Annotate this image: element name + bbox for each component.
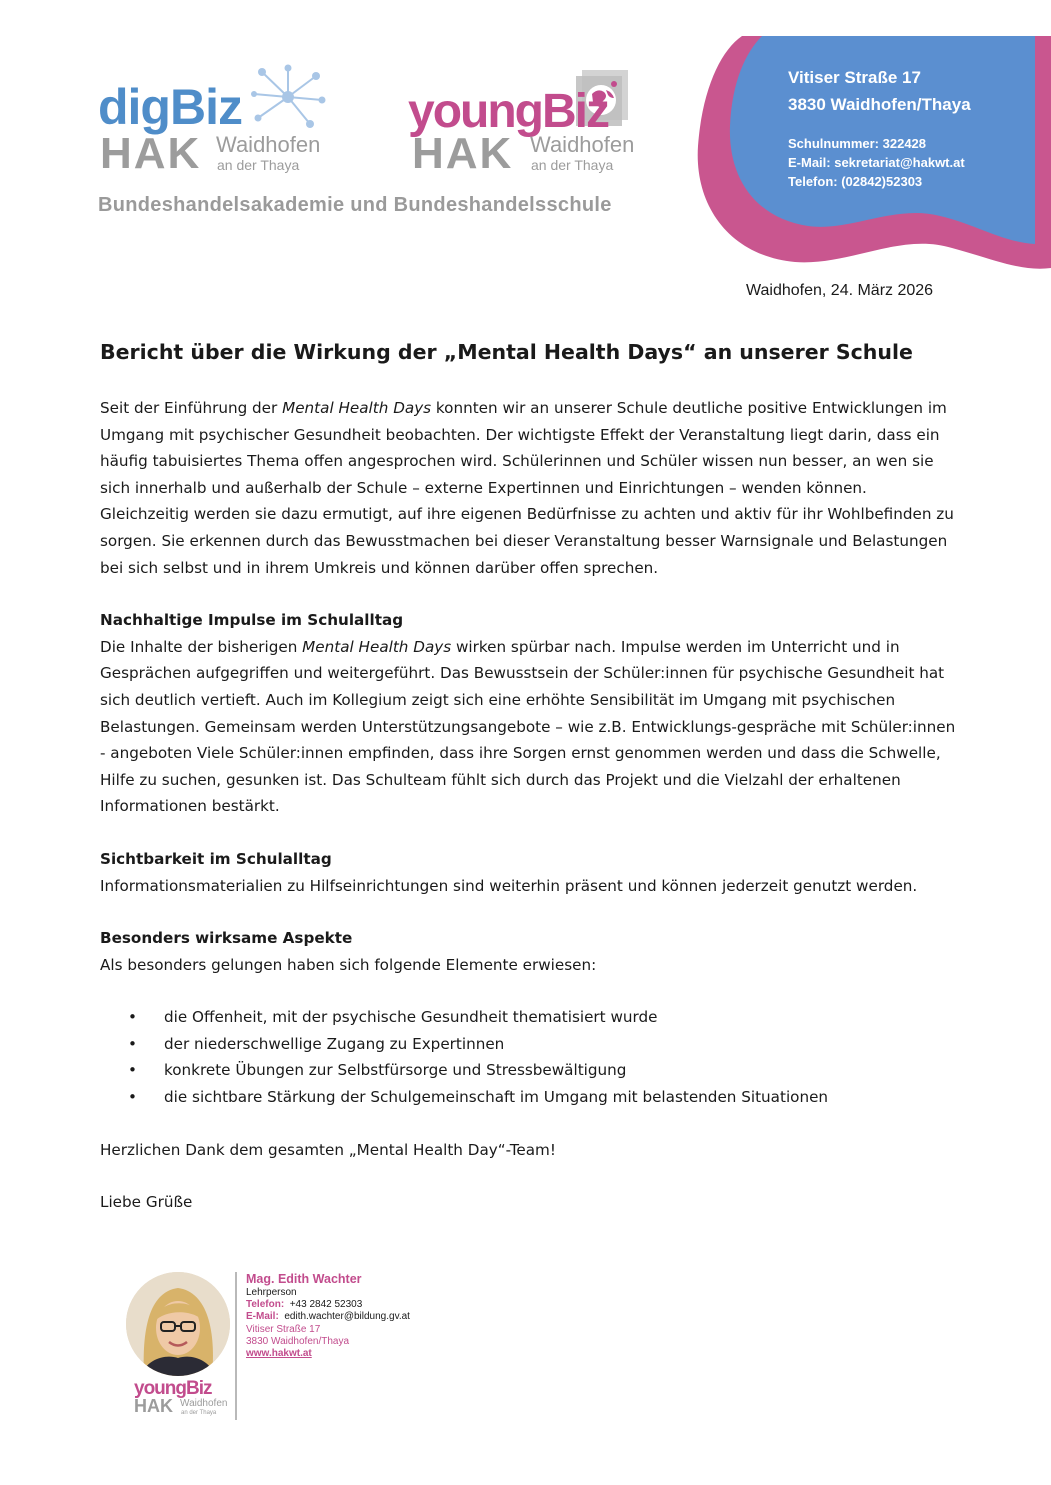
digbiz-logo-hak: HAK: [100, 129, 202, 178]
signature-phone-row: Telefon: +43 2842 52303: [246, 1299, 363, 1311]
aspects-list: [100, 1004, 960, 1110]
signature-email-link[interactable]: edith.wachter@bildung.gv.at: [284, 1311, 410, 1323]
email-signature: [246, 1272, 410, 1360]
thanks-line: Herzlichen Dank dem gesamten „Mental Health Day“-Team!: [100, 1140, 556, 1159]
document-date: Waidhofen, 24. März 2026: [746, 282, 934, 299]
section-visibility: Sichtbarkeit im Schulalltag Informationsmaterialien zu Hilfseinrichtungen sind weiterhin präsent und können jederzeit genutzt werden.: [100, 849, 918, 895]
youngbiz-logo-thaya: an der Thaya: [531, 157, 614, 173]
digbiz-logo-word: digBiz: [98, 79, 242, 135]
signature-logo-waidhofen: Waidhofen: [180, 1398, 228, 1409]
portrait-image: [126, 1272, 230, 1376]
youngbiz-hak-logo: [408, 66, 648, 184]
signature-email-row: E-Mail: edith.wachter@bildung.gv.at: [246, 1311, 410, 1323]
event-name: Mental Health Days: [282, 399, 432, 417]
youngbiz-logo-word: youngBiz: [408, 85, 608, 138]
school-name: Bundeshandelsakademie und Bundeshandelsschule: [98, 194, 612, 216]
signature-city: 3830 Waidhofen/Thaya: [246, 1335, 350, 1347]
contact-street: Vitiser Straße 17: [788, 68, 921, 87]
intro-paragraph: Seit der Einführung der Mental Health Days konnten wir an unserer Schule deutliche positive Entwicklungen im Umgang mit psychischer Gesundheit beobachten. Der wichtigste Effekt der Veranstaltung liegt darin, dass ein häufig tabuisiertes Thema offen angesprochen wird. Schülerinnen und Schüler wissen nun besser, an wen sie sich innerhalb und außerhalb der Schule – externe Expertinnen und Einrichtungen – wenden können. Gleichzeitig werden sie dazu ermutigt, auf ihre eigenen Bedürfnisse zu achten und aktiv für ihr Wohlbefinden zu sorgen. Sie erkennen durch das Bewusstmachen bei dieser Veranstaltung besser Warnsignale und Belastungen bei sich selbst und in ihrem Umkreis und können darüber offen sprechen.: [100, 399, 954, 577]
contact-info: [788, 64, 971, 191]
network-icon: [248, 62, 328, 132]
signature-divider: [235, 1272, 237, 1420]
section-heading-aspects: Besonders wirksame Aspekte: [100, 929, 353, 948]
contact-city: 3830 Waidhofen/Thaya: [788, 95, 971, 114]
section-impulse: Nachhaltige Impulse im Schulalltag Die Inhalte der bisherigen Mental Health Days wirken spürbar nach. Impulse werden im Unterricht und in Gesprächen aufgegriffen und weitergeführt. Das Bewusstsein der Schüler:innen für psychische Gesundheit hat sich deutlich vertieft. Auch im Kollegium zeigt sich eine erhöhte Sensibilität im Umgang mit psychischen Belastungen. Gemeinsam werden Unterstützungsangebote – wie z.B. Entwicklungs-gespräche mit Schüler:innen - angeboten Viele Schüler:innen empfinden, dass ihre Sorgen ernst genommen werden und dass die Schwelle, Hilfe zu suchen, gesunken ist. Das Schulteam fühlt sich durch das Projekt und die Vielzahl der erhaltenen Informationen bestärkt.: [100, 611, 956, 816]
section-aspects: Besonders wirksame Aspekte Als besonders gelungen haben sich folgende Elemente erwiesen:: [100, 929, 597, 974]
event-name: Mental Health Days: [302, 637, 452, 656]
list-item: • der niederschwellige Zugang zu Expertinnen: [100, 1031, 960, 1058]
signature-logo-thaya: an der Thaya: [181, 1410, 217, 1416]
digbiz-hak-logo: [98, 62, 338, 182]
signature-logo-word: youngBiz: [134, 1378, 212, 1399]
section-heading-impulse: Nachhaltige Impulse im Schulalltag: [100, 611, 404, 630]
signature-phone: +43 2842 52303: [289, 1299, 363, 1311]
document-title: Bericht über die Wirkung der „Mental Health Days“ an unserer Schule: [100, 340, 913, 364]
youngbiz-logo-hak: HAK: [412, 129, 514, 178]
signature-name: Mag. Edith Wachter: [246, 1272, 362, 1286]
document-body: [100, 395, 960, 1216]
digbiz-logo-waidhofen: Waidhofen: [216, 132, 321, 157]
signature-role: Lehrperson: [246, 1287, 297, 1298]
contact-phone: Telefon: (02842)52303: [788, 174, 923, 189]
signature-logo-hak: HAK: [134, 1396, 173, 1416]
greeting-line: Liebe Grüße: [100, 1193, 193, 1212]
section-heading-visibility: Sichtbarkeit im Schulalltag: [100, 849, 332, 868]
digbiz-logo-thaya: an der Thaya: [217, 157, 300, 173]
list-item: • die sichtbare Stärkung der Schulgemeinschaft im Umgang mit belastenden Situationen: [100, 1084, 960, 1111]
contact-school-number: Schulnummer: 322428: [788, 136, 927, 151]
youngbiz-logo-waidhofen: Waidhofen: [530, 132, 635, 157]
signature-street: Vitiser Straße 17: [246, 1323, 321, 1335]
contact-email[interactable]: E-Mail: sekretariat@hakwt.at: [788, 155, 965, 170]
list-item: • die Offenheit, mit der psychische Gesundheit thematisiert wurde: [100, 1004, 960, 1031]
signature-youngbiz-logo: [134, 1376, 230, 1418]
signature-website-link[interactable]: www.hakwt.at: [246, 1348, 312, 1360]
list-item: • konkrete Übungen zur Selbstfürsorge und Stressbewältigung: [100, 1057, 960, 1084]
avatar: [126, 1272, 230, 1376]
